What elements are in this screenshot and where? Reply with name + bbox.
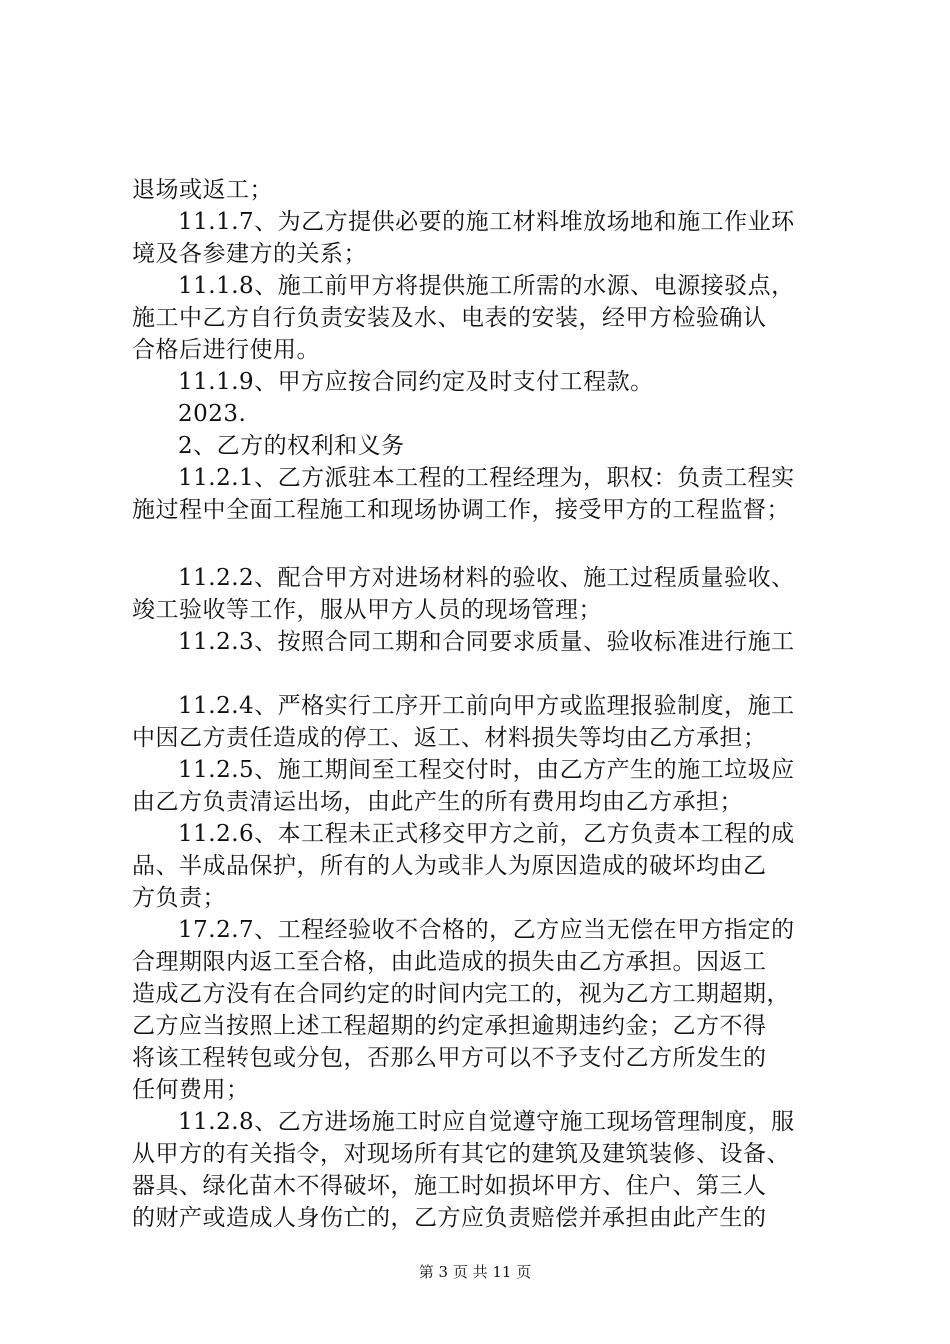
text-line: 施过程中全面工程施工和现场协调工作，接受甲方的工程监督； — [132, 497, 790, 523]
text-line: 11.2.8、乙方进场施工时应自觉遵守施工现场管理制度，服 — [178, 1109, 795, 1135]
text-line: 从甲方的有关指令，对现场所有其它的建筑及建筑装修、设备、 — [132, 1141, 790, 1167]
text-line: 合理期限内返工至合格，由此造成的损失由乙方承担。因返工 — [132, 949, 767, 975]
text-line: 品、半成品保护，所有的人为或非人为原因造成的破坏均由乙 — [132, 853, 767, 879]
text-line: 11.1.7、为乙方提供必要的施工材料堆放场地和施工作业环 — [178, 209, 795, 235]
text-line: 方负责； — [132, 885, 226, 911]
text-line: 的财产或造成人身伤亡的，乙方应负责赔偿并承担由此产生的 — [132, 1205, 767, 1231]
text-line: 17.2.7、工程经验收不合格的，乙方应当无偿在甲方指定的 — [178, 917, 795, 943]
text-line: 将该工程转包或分包，否那么甲方可以不予支付乙方所发生的 — [132, 1045, 767, 1071]
text-line: 境及各参建方的关系； — [132, 241, 367, 267]
text-line: 器具、绿化苗木不得破坏，施工时如损坏甲方、住户、第三人 — [132, 1173, 767, 1199]
text-line: 竣工验收等工作，服从甲方人员的现场管理； — [132, 597, 602, 623]
text-line: 退场或返工； — [132, 177, 273, 203]
text-line: 造成乙方没有在合同约定的时间内完工的，视为乙方工期超期， — [132, 981, 790, 1007]
page-number-footer: 第 3 页 共 11 页 — [418, 1263, 532, 1281]
text-line: 施工中乙方自行负责安装及水、电表的安装，经甲方检验确认 — [132, 305, 767, 331]
text-line: 合格后进行使用。 — [132, 337, 320, 363]
text-line: 2023. — [178, 401, 247, 427]
text-line: 11.1.9、甲方应按合同约定及时支付工程款。 — [178, 369, 654, 395]
text-line: 11.2.2、配合甲方对进场材料的验收、施工过程质量验收、 — [178, 565, 795, 591]
text-line: 11.2.4、严格实行工序开工前向甲方或监理报验制度，施工 — [178, 693, 795, 719]
text-line: 乙方应当按照上述工程超期的约定承担逾期违约金；乙方不得 — [132, 1013, 767, 1039]
text-line: 11.2.6、本工程未正式移交甲方之前，乙方负责本工程的成 — [178, 821, 795, 847]
text-line: 11.1.8、施工前甲方将提供施工所需的水源、电源接驳点， — [178, 273, 795, 299]
text-line: 中因乙方责任造成的停工、返工、材料损失等均由乙方承担； — [132, 725, 767, 751]
text-line: 由乙方负责清运出场，由此产生的所有费用均由乙方承担； — [132, 789, 743, 815]
text-line: 11.2.3、按照合同工期和合同要求质量、验收标准进行施工 — [178, 629, 795, 655]
text-line: 11.2.1、乙方派驻本工程的工程经理为，职权：负责工程实 — [178, 465, 795, 491]
text-line: 11.2.5、施工期间至工程交付时，由乙方产生的施工垃圾应 — [178, 757, 795, 783]
text-line: 任何费用； — [132, 1077, 250, 1103]
section-heading: 2、乙方的权利和义务 — [178, 433, 405, 459]
